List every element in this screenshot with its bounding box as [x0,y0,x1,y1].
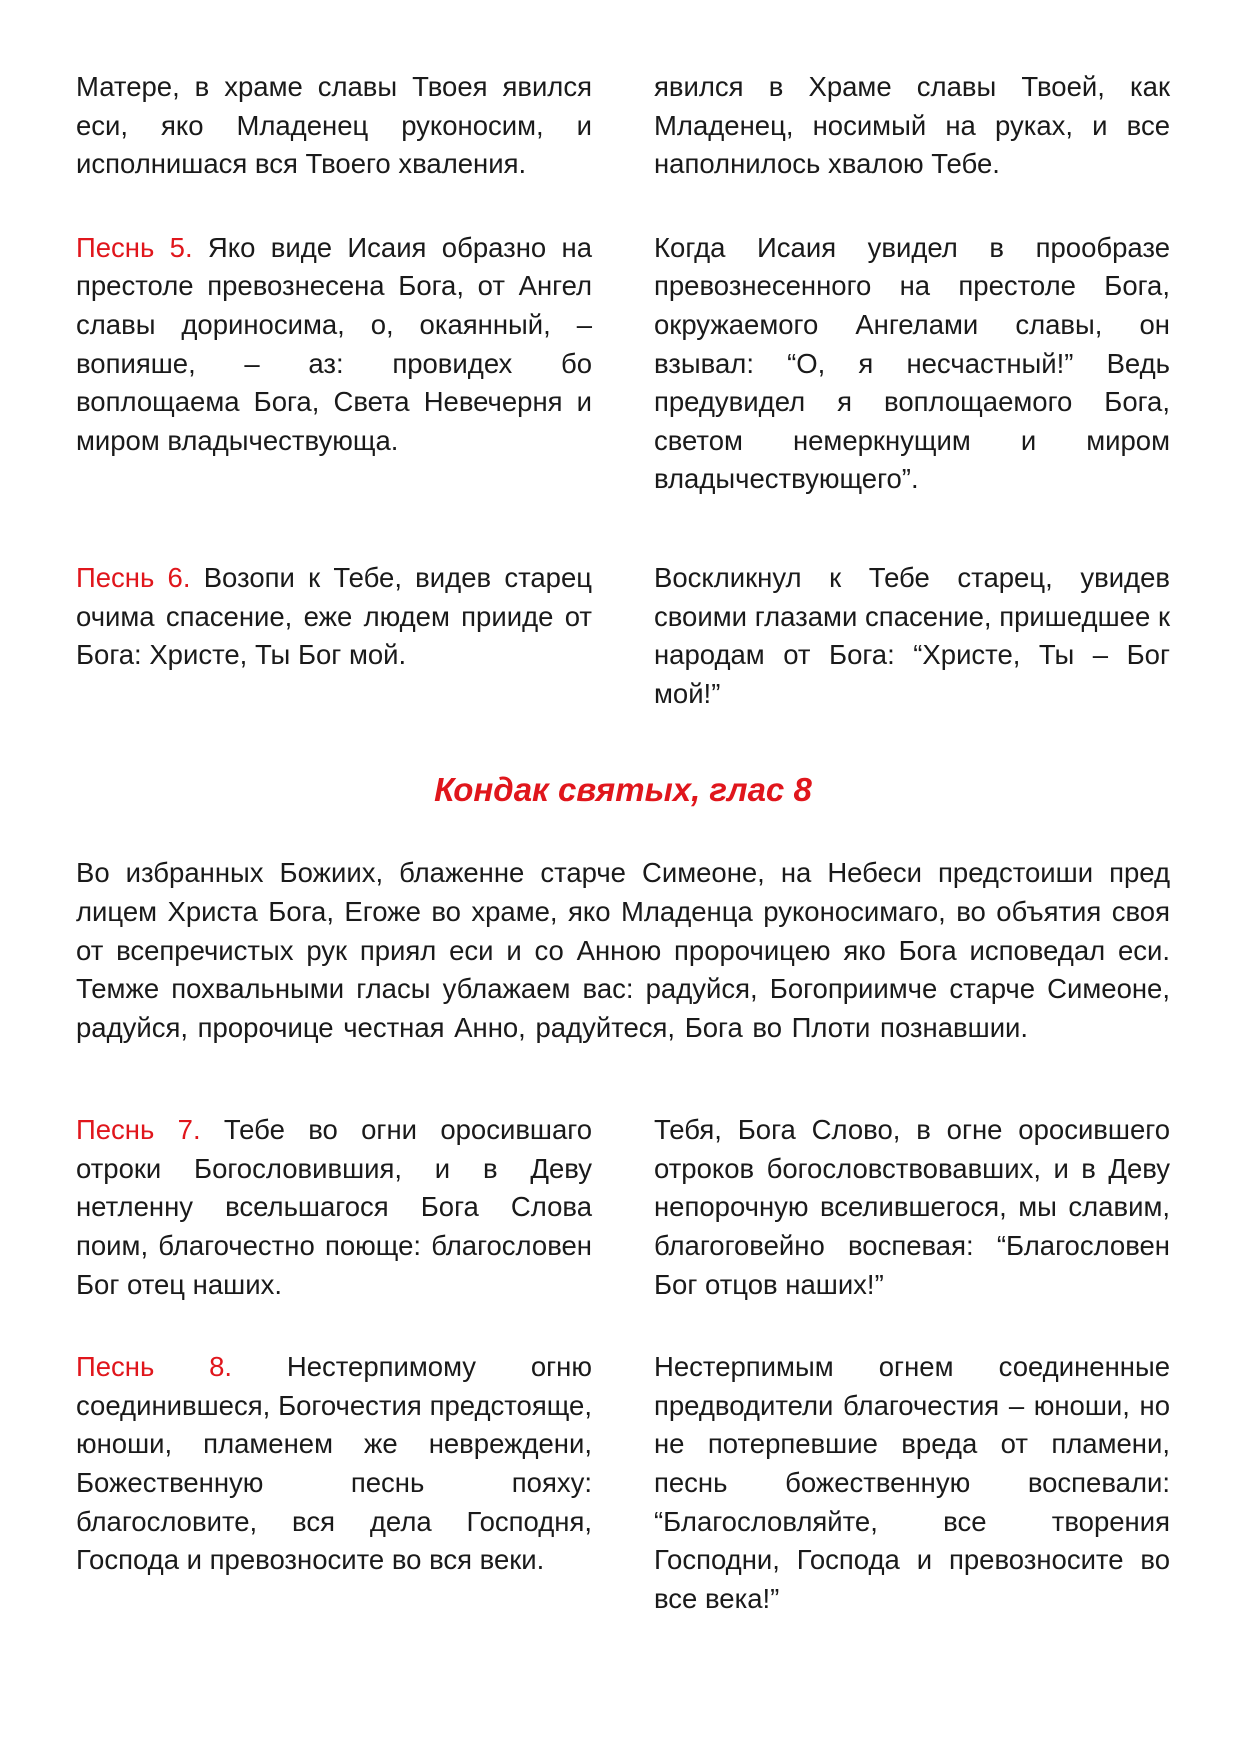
song-5-section [76,229,1170,499]
song-5-slavonic-text: Яко виде Исаия образно на престоле превознесена Бога, от Ангел славы дориносима, о, окаянный, – вопияше, – аз: провидех бо воплощаема Бога, Света Невечерня и миром владычествующа. [76,231,592,456]
continuation-russian: явился в Храме славы Твоей, как Младенец, носимый на руках, и все наполнилось хвалою Тебе. [654,71,1170,180]
song-7-slavonic-text: Тебе во огни оросившаго отроки Богословившия, и в Деву нетленну всельшагося Бога Слова поим, благочестно поюще: благословен Бог отец наших. [76,1114,593,1300]
continuation-section [76,68,1170,184]
kontakion-heading: Кондак святых, глас 8 [434,771,812,809]
song-7-label: Песнь 7. [76,1114,201,1146]
song-5-slavonic [76,229,592,499]
song-8-label: Песнь 8. [76,1351,233,1383]
song-6-section [76,559,1170,713]
song-8-slavonic-text: Нестерпимому огню соединившеся, Богочестия предстояще, юноши, пламенем же невреждени, Божественную песнь пояху: благословите, вся дела Господня, Господа и превозносите во вся веки. [76,1351,592,1576]
song-6-russian: Воскликнул к Тебе старец, увидев своими глазами спасение, пришедшее к народам от Бога: “Христе, Ты – Бог мой!” [654,561,1170,709]
kontakion-text: Во избранных Божиих, блаженне старче Симеоне, на Небеси предстоиши пред лицем Христа Бога, Егоже во храме, яко Младенца руконосимаго, во объятия своя от всепречистых рук приял еси и со Анною пророчицею яко Бога исповедал еси. Темже похвальными гласы ублажаем вас: радуйся, Богоприимче старче Симеоне, радуйся, пророчице честная Анно, радуйтеся, Бога во Плоти познавшии. [76,857,1170,1043]
song-6-slavonic-text: Возопи к Тебе, видев старец очима спасение, еже людем прииде от Бога: Христе, Ты Бог мой. [76,561,592,671]
song-7-russian: Тебя, Бога Слово, в огне оросившего отроков богословствовавших, и в Деву непорочную вселившегося, мы славим, благоговейно воспевая: “Благословен Бог отцов наших!” [654,1114,1170,1300]
song-5-russian: Когда Исаия увидел в прообразе превознесенного на престоле Бога, окружаемого Ангелами славы, он взывал: “О, я несчастный!” Ведь предувидел я воплощаемого Бога, светом немеркнущим и миром владычествующего”. [654,231,1170,495]
document-page [76,68,1170,1618]
song-5-label: Песнь 5. [76,231,193,263]
song-7-slavonic [76,1111,592,1304]
song-6-slavonic [76,559,592,713]
song-8-section [76,1348,1170,1618]
song-8-russian: Нестерпимым огнем соединенные предводители благочестия – юноши, но не потерпевшие вреда от пламени, песнь божественную воспевали: “Благословляйте, все творения Господни, Господа и превозносите во все века!” [654,1351,1170,1614]
continuation-slavonic: Матере, в храме славы Твоея явился еси, яко Младенец руконосим, и исполнишася вся Твоего хваления. [76,71,592,180]
song-8-slavonic [76,1348,592,1618]
song-6-label: Песнь 6. [76,561,191,593]
song-7-section [76,1111,1170,1304]
